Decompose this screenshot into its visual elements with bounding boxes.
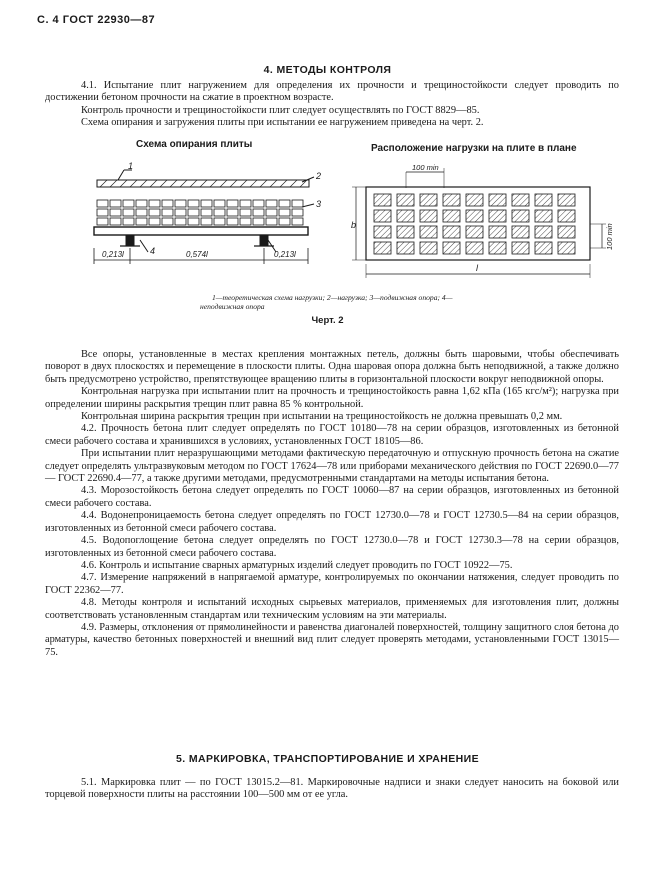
paragraph: 5.1. Маркировка плит — по ГОСТ 13015.2—81. Маркировочные надписи и знаки следует наносить на боковой или торцевой поверхности плиты на расстоянии 100—500 мм от ее угла.	[45, 777, 619, 801]
paragraph: 4.5. Водопоглощение бетона следует определять по ГОСТ 12730.0—78 и ГОСТ 12730.3—78 на серии образцов, изготовленных из бетонной смеси рабочего состава.	[45, 535, 619, 559]
figure-label: Черт. 2	[311, 315, 344, 326]
load-layout-plan-diagram	[350, 160, 615, 290]
load-blocks	[97, 200, 303, 225]
paragraph: 4.1. Испытание плит нагружением для определения их прочности и трещиностойкости следует проводить по достижении бетоном прочности на сжатие в проектном возрасте.	[45, 80, 619, 104]
figure-left-title: Схема опирания плиты	[136, 139, 253, 150]
section-5-title: 5. МАРКИРОВКА, ТРАНСПОРТИРОВАНИЕ И ХРАНЕНИЕ	[176, 753, 479, 765]
right-dim-label: 100 min	[605, 223, 614, 250]
movable-support	[260, 235, 268, 245]
load-cells	[374, 194, 575, 254]
paragraph: Все опоры, установленные в местах крепления монтажных петель, должны быть шаровыми, чтобы обеспечивать поворот в двух плоскостях и перемещение в плоскости плиты. Одна шаровая опора должна быть неподвижной, а также должно быть предусмотрено устройство, препятствующее вращению плиты в горизонтальной плоскости вокруг неподвижной опоры.	[45, 349, 619, 385]
paragraph: Контрольная ширина раскрытия трещин при испытании на трещиностойкость не должна превышать 0,2 мм.	[81, 411, 563, 423]
paragraph: 4.4. Водонепроницаемость бетона следует определять по ГОСТ 12730.0—78 и ГОСТ 12730.5—84 на серии образцов, изготовленных из бетонной смеси рабочего состава.	[45, 510, 619, 534]
figure-right-title: Расположение нагрузки на плите в плане	[371, 143, 577, 154]
dim-label-a: 0,213l	[102, 250, 124, 259]
page-header: С. 4 ГОСТ 22930—87	[37, 14, 156, 26]
paragraph: Схема опирания и загружения плиты при испытании ее нагружением приведена на черт. 2.	[81, 117, 484, 129]
length-label: l	[476, 263, 478, 273]
paragraph: 4.8. Методы контроля и испытаний исходных сырьевых материалов, применяемых для изготовления плит, должны соответствовать установленным стандартам или техническим условиям на эти материалы.	[45, 597, 619, 621]
section-5-body	[45, 777, 619, 802]
dim-label-b: 0,574l	[186, 250, 208, 259]
label-4: 4	[150, 246, 156, 256]
paragraph: Контрольная нагрузка при испытании плит на прочность и трещиностойкость равна 1,62 кПа (165 кгс/м²); нагрузка при определении ширины раскрытия трещин плит равна 85 % контрольной.	[45, 386, 619, 410]
section-4-title: 4. МЕТОДЫ КОНТРОЛЯ	[263, 64, 392, 76]
top-dim-label: 100 min	[412, 163, 439, 172]
paragraph: При испытании плит неразрушающими методами фактическую передаточную и отпускную прочность бетона на сжатие следует определять ультразвуковым методом по ГОСТ 17624—78 или приборами механического действия по ГОСТ 22690.0—77 — ГОСТ 22690.4—77, а также другими методами, предусмотренными стандартами на методы испытания бетона.	[45, 448, 619, 485]
paragraph: 4.7. Измерение напряжений в напрягаемой арматуре, контролируемых по окончании натяжения, следует проводить по ГОСТ 22362—77.	[45, 572, 619, 596]
label-2: 2	[316, 171, 322, 181]
paragraph: 4.3. Морозостойкость бетона следует определять по ГОСТ 10060—87 на серии образцов, изготовленных из бетонной смеси рабочего состава.	[45, 485, 619, 509]
paragraph: 4.6. Контроль и испытание сварных арматурных изделий следует проводить по ГОСТ 10922—75.	[81, 559, 513, 571]
section-4-intro	[45, 80, 619, 130]
label-1: 1	[128, 161, 134, 171]
paragraph: Контроль прочности и трещиностойкости плит следует осуществлять по ГОСТ 8829—85.	[81, 104, 480, 116]
dim-label-c: 0,213l	[274, 250, 296, 259]
section-4-body	[45, 349, 619, 659]
paragraph: 4.2. Прочность бетона плит следует определять по ГОСТ 10180—78 на серии образцов, изготовленных из бетонной смеси рабочего состава и хранившихся в условиях, установленных ГОСТ 18105—86.	[45, 423, 619, 447]
figure-caption: 1—теоретическая схема нагрузки; 2—нагрузка; 3—подвижная опора; 4—неподвижная опора	[200, 293, 453, 311]
paragraph: 4.9. Размеры, отклонения от прямолинейности и равенства диагоналей поверхностей, толщину защитного слоя бетона до арматуры, качество бетонных поверхностей и внешний вид плит следует проверять методами, установленными ГОСТ 13015—75.	[45, 621, 619, 658]
theoretical-load-bar	[97, 180, 309, 187]
support-scheme-diagram	[88, 160, 333, 285]
width-label: b	[351, 220, 357, 230]
label-3: 3	[316, 199, 322, 209]
fixed-support	[126, 235, 134, 245]
slab	[94, 227, 308, 235]
